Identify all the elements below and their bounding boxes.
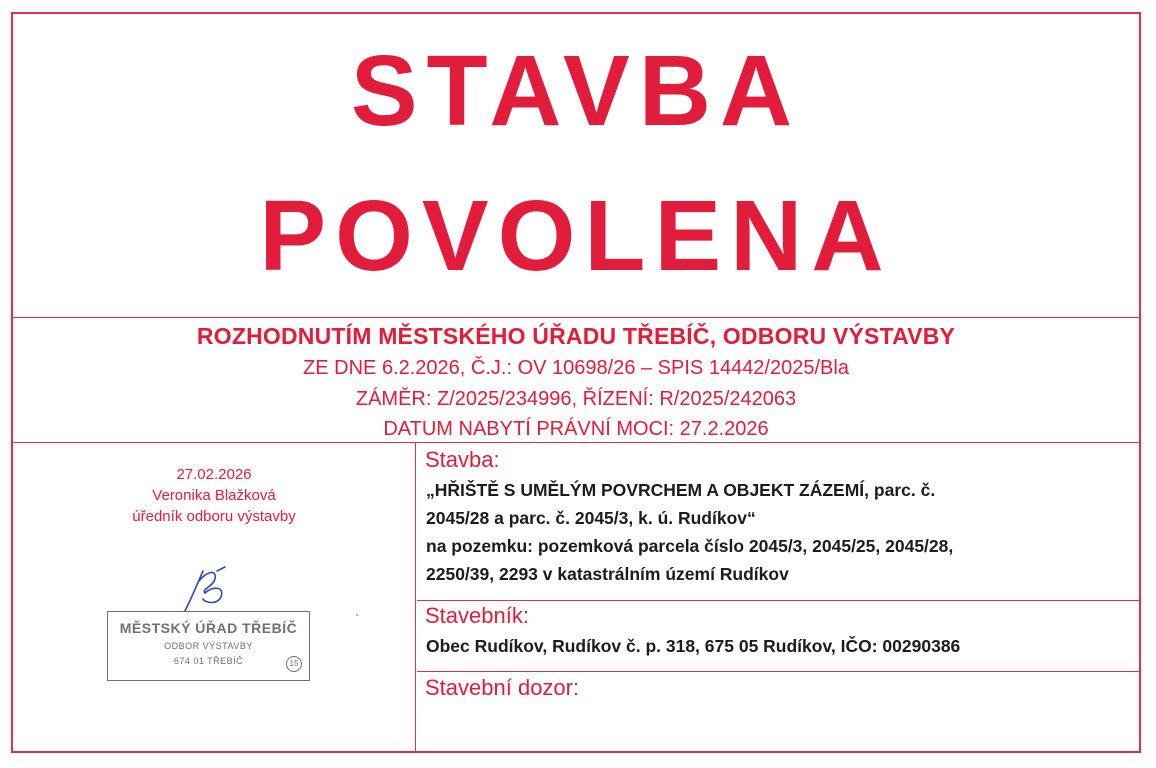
- divider-vertical: [415, 442, 416, 753]
- official-role: úředník odboru výstavby: [132, 508, 296, 525]
- official-date: 27.02.2026: [176, 466, 252, 483]
- heading-stavba: STAVBA: [350, 35, 802, 147]
- stavebnik-value: Obec Rudíkov, Rudíkov č. p. 318, 675 05 Rudíkov, IČO: 00290386: [426, 636, 961, 656]
- handwritten-signature: [177, 565, 237, 615]
- decision-info: [13, 319, 1139, 441]
- heading-area: [13, 14, 1139, 317]
- stavba-line: 2045/28 a parc. č. 2045/3, k. ú. Rudíkov“: [426, 508, 756, 528]
- section-stavebnik: [417, 600, 1141, 670]
- stamp-department: ODBOR VÝSTAVBY: [164, 641, 253, 651]
- decision-intent: ZÁMĚR: Z/2025/234996, ŘÍZENÍ: R/2025/242063: [355, 388, 797, 410]
- decision-authority: ROZHODNUTÍM MĚSTSKÉHO ÚŘADU TŘEBÍČ, ODBORU VÝSTAVBY: [196, 323, 956, 349]
- section-stavebni-dozor: [417, 671, 1141, 753]
- office-stamp: [107, 611, 310, 681]
- official-name: Veronika Blažková: [152, 487, 276, 504]
- permit-sign: [11, 12, 1141, 753]
- section-stavba: [417, 442, 1141, 600]
- stamp-number: 15: [286, 656, 302, 672]
- dozor-label: Stavební dozor:: [425, 675, 580, 700]
- stavba-label: Stavba:: [425, 447, 500, 472]
- stavba-line: 2250/39, 2293 v katastrálním území Rudíkov: [426, 564, 789, 584]
- stavba-description: [426, 476, 1141, 588]
- stavebnik-label: Stavebník:: [425, 603, 529, 628]
- stavba-line: „HŘIŠTĚ S UMĚLÝM POVRCHEM A OBJEKT ZÁZEMÍ, parc. č.: [426, 480, 936, 500]
- official-info: [13, 442, 415, 527]
- speck: [356, 614, 358, 616]
- heading-povolena: POVOLENA: [259, 180, 893, 292]
- stavba-line: na pozemku: pozemková parcela číslo 2045/3, 2045/25, 2045/28,: [426, 536, 954, 556]
- decision-reference: ZE DNE 6.2.2026, Č.J.: OV 10698/26 – SPIS 14442/2025/Bla: [303, 357, 849, 379]
- stamp-address: 674 01 TŘEBÍČ: [173, 656, 244, 666]
- decision-effective-date: DATUM NABYTÍ PRÁVNÍ MOCI: 27.2.2026: [383, 418, 769, 440]
- divider-top: [13, 317, 1139, 318]
- stamp-office: MĚSTSKÝ ÚŘAD TŘEBÍČ: [119, 620, 298, 636]
